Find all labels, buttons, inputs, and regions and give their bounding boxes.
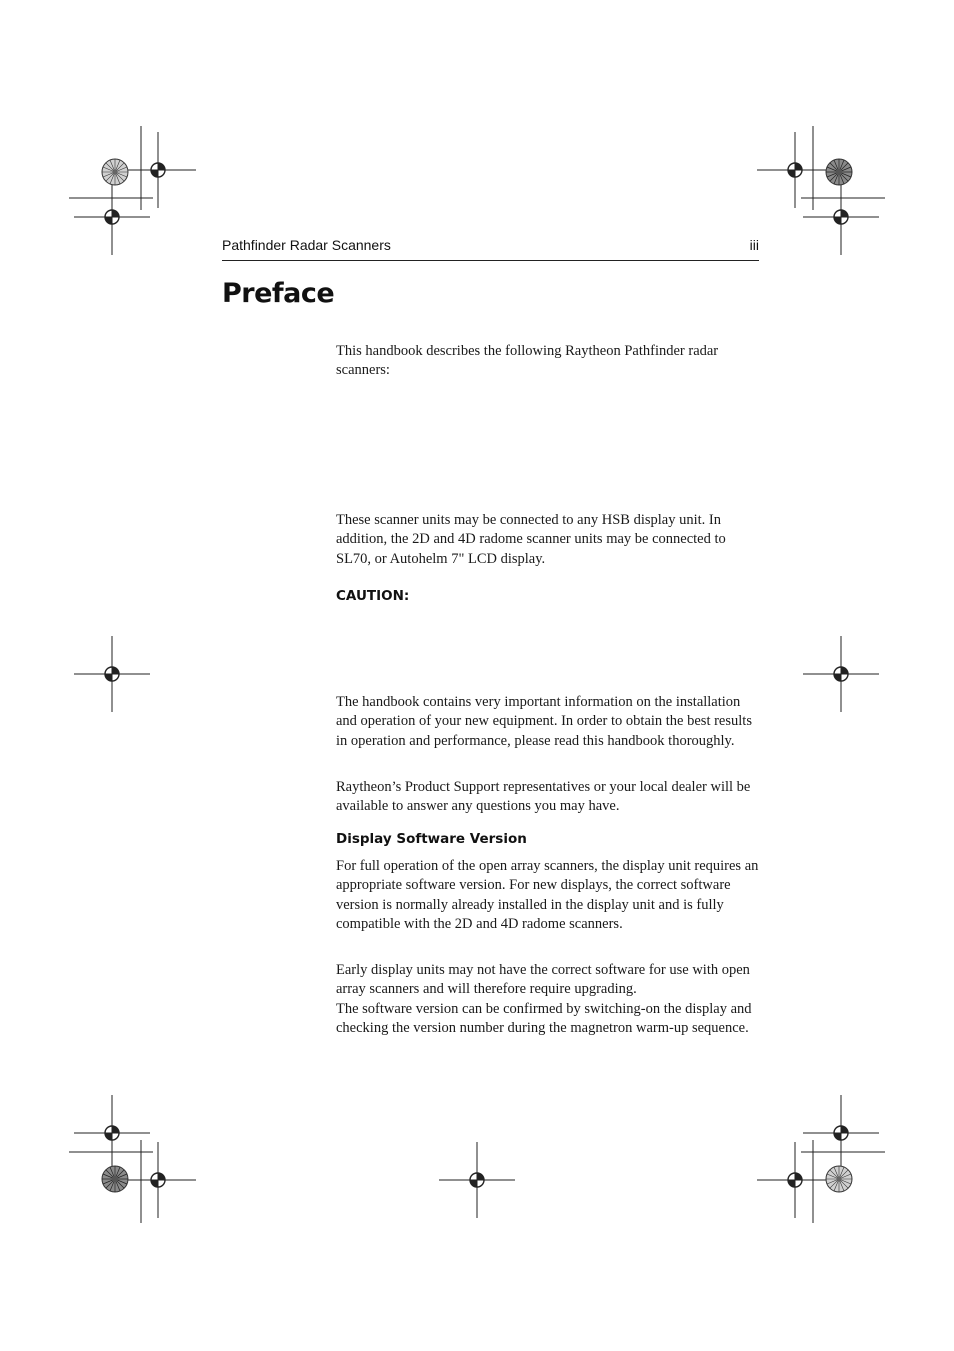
caution-label: CAUTION: xyxy=(336,588,410,604)
compat-paragraph-block xyxy=(336,511,760,569)
page-number: iii xyxy=(749,237,759,253)
software-paragraph-3: The software version can be confirmed by switching-on the display and checking the version number during the magnetron warm-up sequence. xyxy=(336,1000,752,1036)
intro-paragraph: This handbook describes the following Raytheon Pathfinder radar scanners: xyxy=(336,343,719,379)
support-paragraph-block xyxy=(336,778,760,817)
header-rule xyxy=(222,260,759,261)
software-paragraph-2-block xyxy=(336,961,760,1038)
software-paragraph-1-block xyxy=(336,857,760,934)
software-paragraph-1: For full operation of the open array scanners, the display unit requires an appropriate software version. For new displays, the correct software version is normally already installed in the display unit and is fully compatible with the 2D and 4D radome scanners. xyxy=(336,858,759,932)
support-paragraph: Raytheon’s Product Support representatives or your local dealer will be available to answer any questions you may have. xyxy=(336,779,751,815)
compatibility-paragraph: These scanner units may be connected to any HSB display unit. In addition, the 2D and 4D radome scanner units may be connected to SL70, or Autohelm 7" LCD display. xyxy=(336,512,726,567)
running-head-title: Pathfinder Radar Scanners xyxy=(222,237,391,253)
info-paragraph: The handbook contains very important information on the installation and operation of your new equipment. In order to obtain the best results in operation and performance, please read this handbook thoroughly. xyxy=(336,694,752,749)
page-title: Preface xyxy=(222,278,335,309)
software-paragraph-2: Early display units may not have the correct software for use with open array scanners and will therefore require upgrading. xyxy=(336,962,750,998)
intro-paragraph-block xyxy=(336,342,760,381)
info-paragraph-block xyxy=(336,693,760,751)
section-heading-software: Display Software Version xyxy=(336,831,527,847)
